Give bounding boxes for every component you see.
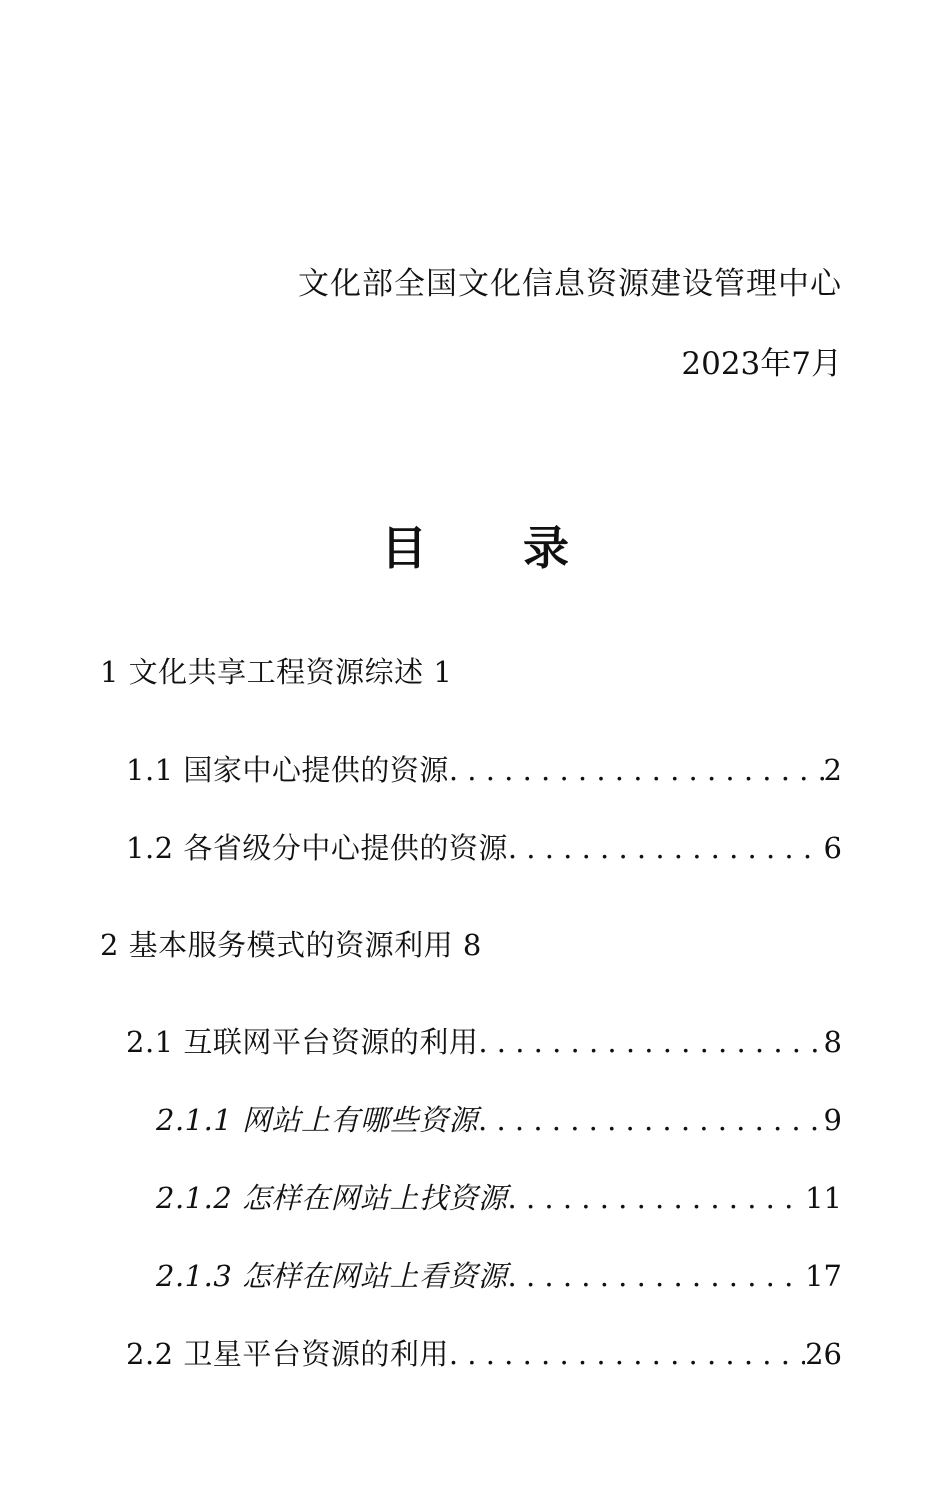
toc-dot-leader [478,1025,823,1059]
toc-entry-text: 2.1.1 网站上有哪些资源 [156,1103,479,1137]
toc-entry-text: 1.2 各省级分中心提供的资源 [126,831,508,865]
toc-section-2-1-1[interactable] [156,1098,842,1139]
toc-dot-leader [449,1337,805,1371]
toc-entry-text: 1 文化共享工程资源综述 1 [100,655,453,689]
toc-entry-text: 1.1 国家中心提供的资源 [126,753,449,787]
toc-dot-leader [478,1103,824,1137]
toc-dot-leader [449,753,824,787]
toc-page-number: 26 [805,1337,842,1371]
publication-date: 2023年7月 [681,346,842,382]
toc-entry-text: 2.1 互联网平台资源的利用 [126,1025,479,1059]
toc-section-2-2[interactable] [126,1332,842,1373]
toc-page-number: 6 [823,831,842,865]
toc-entry-text: 2.1.2 怎样在网站上找资源 [156,1181,508,1215]
toc-dot-leader [508,831,824,865]
toc-title: 目录 [381,521,665,575]
toc-dot-leader [508,1181,806,1215]
organization-name: 文化部全国文化信息资源建设管理中心 [298,266,842,302]
toc-page-number: 17 [805,1259,842,1293]
toc-page-number: 2 [823,753,842,787]
toc-section-2-1-2[interactable] [156,1176,842,1217]
toc-page-number: 11 [805,1181,842,1215]
toc-chapter-2[interactable] [100,923,950,964]
toc-page-number: 9 [823,1103,842,1137]
toc-section-2-1-3[interactable] [156,1254,842,1295]
toc-dot-leader [508,1259,806,1293]
toc-section-1-1[interactable] [126,748,842,789]
toc-entry-text: 2.1.3 怎样在网站上看资源 [156,1259,508,1293]
toc-chapter-1[interactable] [100,650,950,691]
toc-entry-text: 2.2 卫星平台资源的利用 [126,1337,449,1371]
toc-section-1-2[interactable] [126,826,842,867]
toc-page-number: 8 [823,1025,842,1059]
toc-entry-text: 2 基本服务模式的资源利用 8 [100,928,482,962]
toc-section-2-1[interactable] [126,1020,842,1061]
